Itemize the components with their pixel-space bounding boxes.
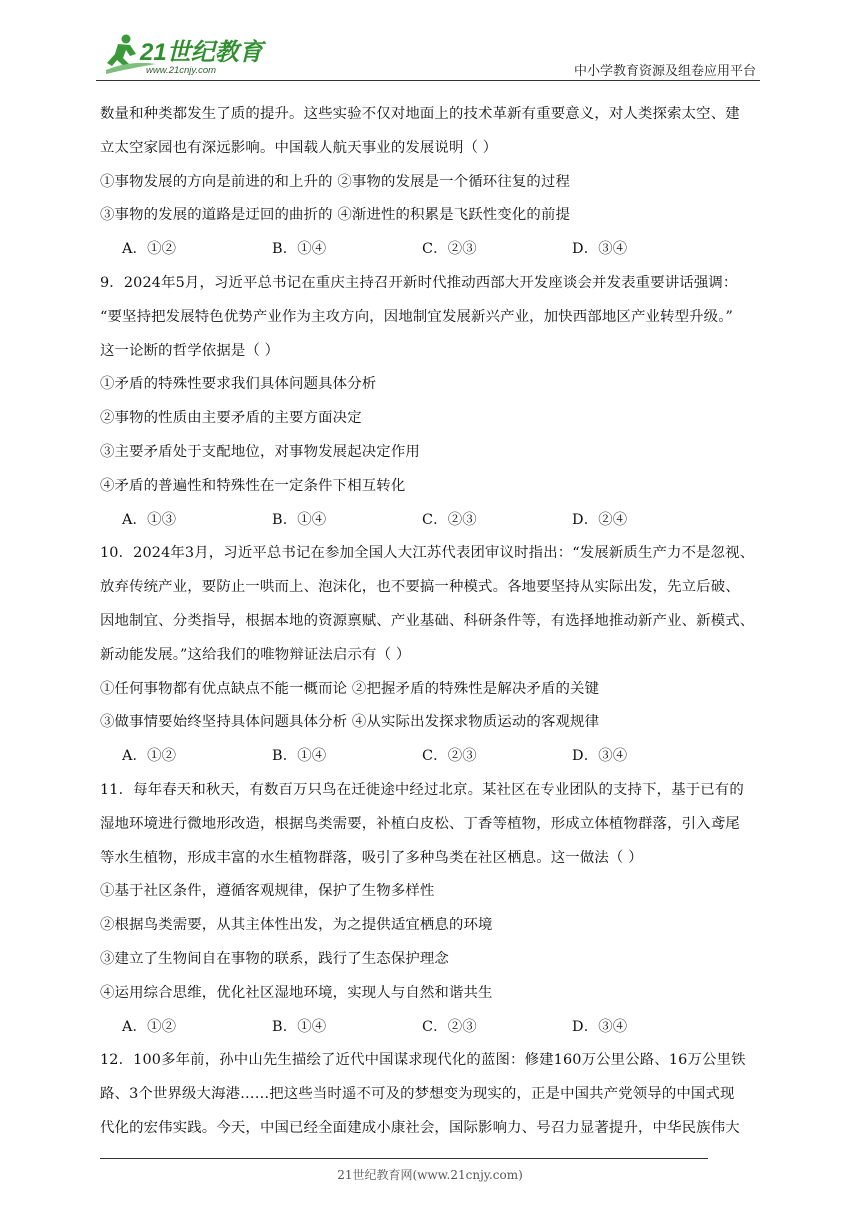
answer-option: A．①② (122, 1018, 177, 1035)
text-line: 路、3个世界级大海港……把这些当时遥不可及的梦想变为现实的，正是中国共产党领导的中国式现 (100, 1086, 735, 1103)
text-line: 放弃传统产业，要防止一哄而上、泡沫化，也不要搞一种模式。各地要坚持从实际出发，先立后破、 (100, 579, 740, 596)
text-line: 新动能发展。”这给我们的唯物辩证法启示有（ ） (100, 646, 411, 663)
document-body (100, 98, 764, 1146)
text-line: ④运用综合思维，优化社区湿地环境，实现人与自然和谐共生 (100, 984, 493, 1001)
text-line: 10．2024年3月，习近平总书记在参加全国人大江苏代表团审议时指出：“发展新质生产力不是忽视、 (100, 545, 755, 562)
text-line: 立太空家园也有深远影响。中国载人航天事业的发展说明（ ） (100, 139, 498, 156)
text-line: ③事物的发展的道路是迂回的曲折的 ④渐进性的积累是飞跃性变化的前提 (100, 207, 571, 224)
answer-option: A．①② (122, 241, 177, 258)
text-line: ①任何事物都有优点缺点不能一概而论 ②把握矛盾的特殊性是解决矛盾的关键 (100, 680, 600, 697)
answer-option: A．①③ (122, 511, 177, 528)
answer-option: B．①④ (272, 1018, 327, 1035)
answer-option: C．②③ (422, 511, 477, 528)
text-line: ④矛盾的普遍性和特殊性在一定条件下相互转化 (100, 477, 406, 494)
answer-option: B．①④ (272, 241, 327, 258)
page-footer: 21世纪教育网(www.21cnjy.com) (337, 1168, 523, 1182)
text-line: 因地制宜、分类指导，根据本地的资源禀赋、产业基础、科研条件等，有选择地推动新产业、新模式、 (100, 612, 755, 629)
footer-divider (100, 1158, 708, 1159)
text-line: 湿地环境进行微地形改造，根据鸟类需要，补植白皮松、丁香等植物，形成立体植物群落，引入鸢尾 (100, 815, 740, 832)
page-header (96, 30, 760, 82)
answer-option: B．①④ (272, 511, 327, 528)
text-line: 11．每年春天和秋天，有数百万只鸟在迁徙途中经过北京。某社区在专业团队的支持下，基于已有的 (100, 781, 744, 798)
text-line: ③主要矛盾处于支配地位，对事物发展起决定作用 (100, 443, 420, 460)
text-line: ③做事情要始终坚持具体问题具体分析 ④从实际出发探求物质运动的客观规律 (100, 714, 600, 731)
text-line: 代化的宏伟实践。今天，中国已经全面建成小康社会，国际影响力、号召力显著提升，中华民族伟大 (100, 1119, 740, 1136)
answer-options (100, 233, 764, 267)
svg-text:21世纪教育: 21世纪教育 (140, 39, 263, 66)
text-line: ①基于社区条件，遵循客观规律，保护了生物多样性 (100, 883, 435, 900)
answer-option: D．③④ (572, 241, 628, 258)
text-line: ②根据鸟类需要，从其主体性出发，为之提供适宜栖息的环境 (100, 917, 493, 934)
site-logo (96, 30, 266, 76)
answer-option: D．③④ (572, 1018, 628, 1035)
text-line: ②事物的性质由主要矛盾的主要方面决定 (100, 410, 362, 427)
answer-option: B．①④ (272, 748, 327, 765)
answer-option: C．②③ (422, 1018, 477, 1035)
answer-options (100, 504, 764, 538)
text-line: 12．100多年前，孙中山先生描绘了近代中国谋求现代化的蓝图：修建160万公里公路、16万公里铁 (100, 1052, 746, 1069)
text-line: 这一论断的哲学依据是（ ） (100, 342, 280, 359)
text-line: ①事物发展的方向是前进的和上升的 ②事物的发展是一个循环往复的过程 (100, 173, 571, 190)
answer-option: C．②③ (422, 748, 477, 765)
answer-option: A．①② (122, 748, 177, 765)
text-line: 数量和种类都发生了质的提升。这些实验不仅对地面上的技术革新有重要意义，对人类探索太空、建 (100, 106, 740, 122)
answer-option: D．②④ (572, 511, 628, 528)
text-line: “要坚持把发展特色优势产业作为主攻方向，因地制宜发展新兴产业，加快西部地区产业转型升级。” (100, 308, 734, 325)
answer-options (100, 1011, 764, 1045)
answer-option: D．③④ (572, 748, 628, 765)
answer-option: C．②③ (422, 241, 477, 258)
text-line: 9．2024年5月，习近平总书记在重庆主持召开新时代推动西部大开发座谈会并发表重要讲话强调： (100, 274, 738, 291)
text-line: 等水生植物，形成丰富的水生植物群落，吸引了多种鸟类在社区栖息。这一做法（ ） (100, 849, 643, 866)
answer-options (100, 740, 764, 774)
svg-text:www.21cnjy.com: www.21cnjy.com (146, 65, 217, 76)
platform-title: 中小学教育资源及组卷应用平台 (573, 64, 756, 79)
header-divider (96, 80, 760, 81)
text-line: ①矛盾的特殊性要求我们具体问题具体分析 (100, 376, 377, 393)
text-line: ③建立了生物间自在事物的联系，践行了生态保护理念 (100, 950, 449, 967)
